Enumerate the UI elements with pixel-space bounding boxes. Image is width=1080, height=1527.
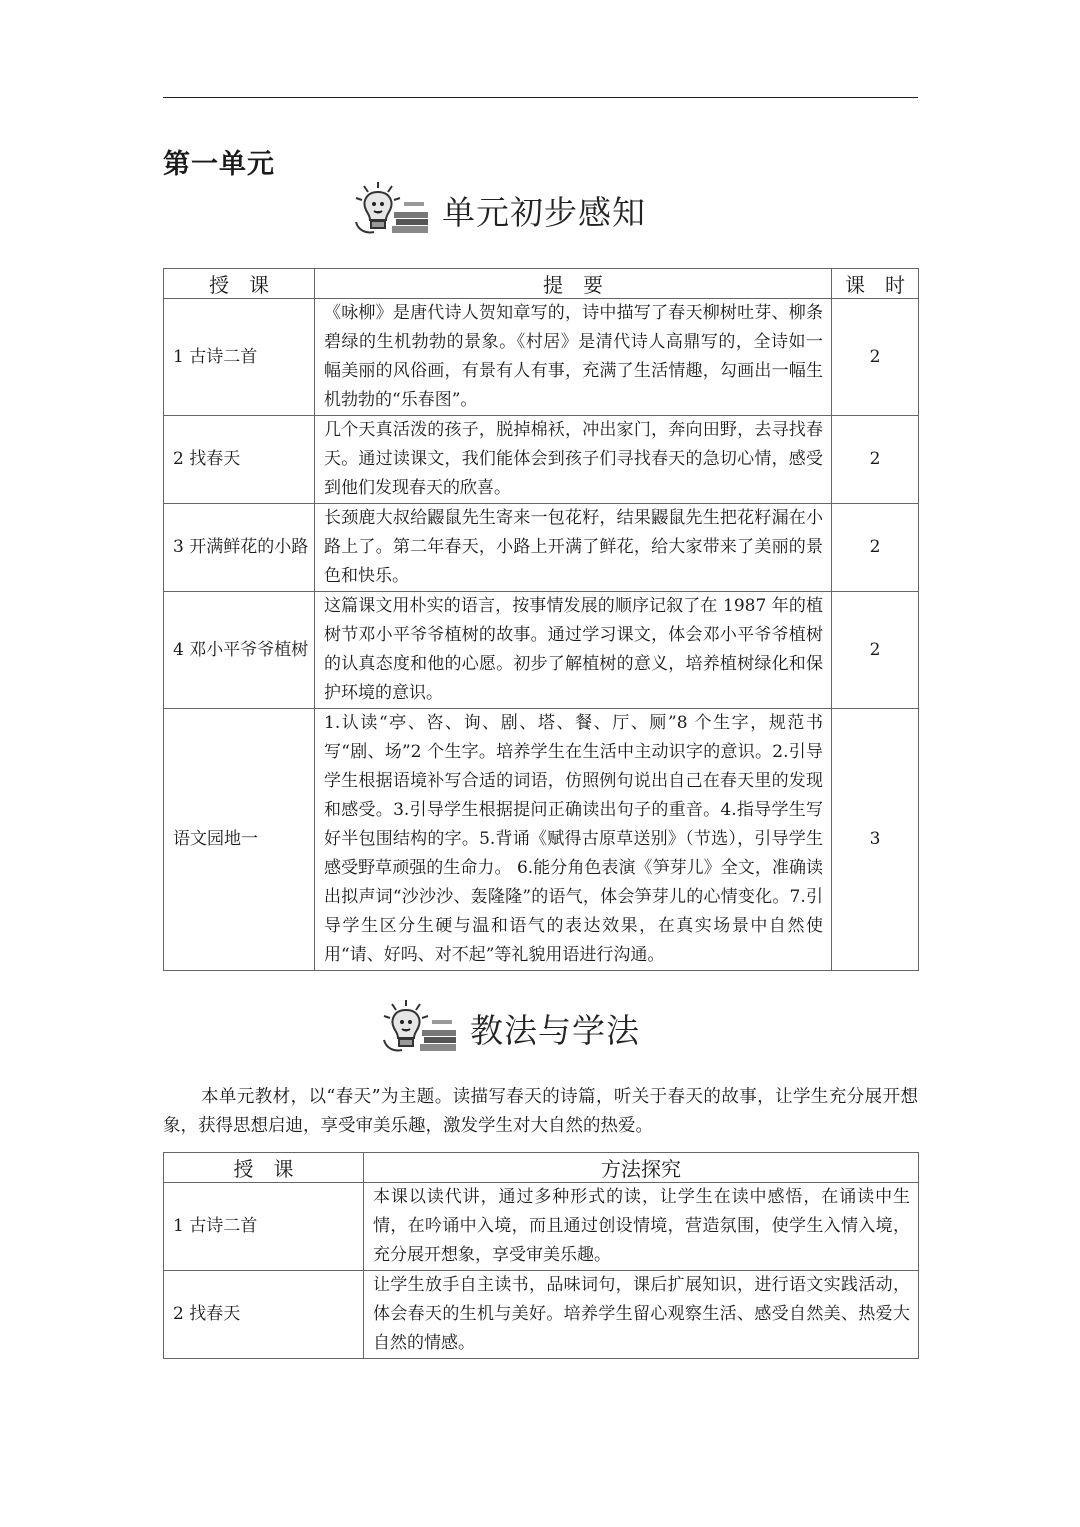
table-header-row bbox=[164, 269, 919, 299]
intro-paragraph: 本单元教材，以“春天”为主题。读描写春天的诗篇，听关于春天的故事，让学生充分展开想象，获得思想启迪，享受审美乐趣，激发学生对大自然的热爱。 bbox=[163, 1086, 918, 1136]
table-row bbox=[164, 504, 919, 592]
header-rule bbox=[163, 97, 918, 98]
hours-cell: 2 bbox=[832, 592, 919, 709]
teaching-method-table bbox=[163, 1152, 919, 1359]
summary-cell: 《咏柳》是唐代诗人贺知章写的，诗中描写了春天柳树吐芽、柳条碧绿的生机勃勃的景象。《村居》是清代诗人高鼎写的，全诗如一幅美丽的风俗画，有景有人有事，充满了生活情趣，勾画出一幅生机勃勃的“乐春图”。 bbox=[315, 299, 832, 416]
column-header-summary: 提 要 bbox=[315, 269, 832, 299]
lesson-cell: 3 开满鲜花的小路 bbox=[164, 504, 315, 592]
lightbulb-books-icon bbox=[348, 182, 432, 238]
column-header-hours: 课 时 bbox=[832, 269, 919, 299]
table-row bbox=[164, 416, 919, 504]
column-header-method: 方法探究 bbox=[364, 1153, 919, 1183]
lesson-cell: 4 邓小平爷爷植树 bbox=[164, 592, 315, 709]
table-row bbox=[164, 592, 919, 709]
table-row bbox=[164, 299, 919, 416]
hours-cell: 2 bbox=[832, 299, 919, 416]
method-cell: 本课以读代讲，通过多种形式的读，让学生在读中感悟，在诵读中生情，在吟诵中入境，而且通过创设情境，营造氛围，使学生入情入境，充分展开想象，享受审美乐趣。 bbox=[364, 1183, 919, 1271]
summary-cell: 几个天真活泼的孩子，脱掉棉袄，冲出家门，奔向田野，去寻找春天。通过读课文，我们能体会到孩子们寻找春天的急切心情，感受到他们发现春天的欣喜。 bbox=[315, 416, 832, 504]
column-header-lesson: 授 课 bbox=[164, 269, 315, 299]
summary-cell: 长颈鹿大叔给鼹鼠先生寄来一包花籽，结果鼹鼠先生把花籽漏在小路上了。第二年春天，小路上开满了鲜花，给大家带来了美丽的景色和快乐。 bbox=[315, 504, 832, 592]
column-header-lesson: 授 课 bbox=[164, 1153, 364, 1183]
section-heading-teaching-methods bbox=[376, 1000, 640, 1056]
summary-cell: 这篇课文用朴实的语言，按事情发展的顺序记叙了在 1987 年的植树节邓小平爷爷植树的故事。通过学习课文，体会邓小平爷爷植树的认真态度和他的心愿。初步了解植树的意义，培养植树绿化和保护环境的意识。 bbox=[315, 592, 832, 709]
lesson-summary-table bbox=[163, 268, 919, 971]
lesson-cell: 1 古诗二首 bbox=[164, 1183, 364, 1271]
lesson-cell: 语文园地一 bbox=[164, 709, 315, 971]
hours-cell: 2 bbox=[832, 504, 919, 592]
lesson-cell: 1 古诗二首 bbox=[164, 299, 315, 416]
table-row bbox=[164, 709, 919, 971]
section-heading-label: 单元初步感知 bbox=[442, 192, 646, 232]
hours-cell: 2 bbox=[832, 416, 919, 504]
lesson-cell: 2 找春天 bbox=[164, 416, 315, 504]
unit-title: 第一单元 bbox=[163, 149, 275, 180]
lightbulb-books-icon bbox=[376, 1000, 460, 1056]
lesson-cell: 2 找春天 bbox=[164, 1271, 364, 1359]
table-row bbox=[164, 1271, 919, 1359]
method-cell: 让学生放手自主读书，品味词句，课后扩展知识，进行语文实践活动，体会春天的生机与美好。培养学生留心观察生活、感受自然美、热爱大自然的情感。 bbox=[364, 1271, 919, 1359]
hours-cell: 3 bbox=[832, 709, 919, 971]
section-heading-unit-overview bbox=[348, 182, 646, 238]
table-row bbox=[164, 1183, 919, 1271]
section-heading-label: 教法与学法 bbox=[470, 1010, 640, 1050]
summary-cell: 1.认读“亭、咨、询、剧、塔、餐、厅、厕”8 个生字，规范书写“剧、场”2 个生字。培养学生在生活中主动识字的意识。2.引导学生根据语境补写合适的词语，仿照例句说出自己在春天里的发现和感受。3.引导学生根据提问正确读出句子的重音。4.指导学生写好半包围结构的字。5.背诵《赋得古原草送别》（节选），引导学生感受野草顽强的生命力。 6.能分角色表演《笋芽儿》全文，准确读出拟声词“沙沙沙、轰隆隆”的语气，体会笋芽儿的心情变化。7.引导学生区分生硬与温和语气的表达效果，在真实场景中自然使用“请、好吗、对不起”等礼貌用语进行沟通。 bbox=[315, 709, 832, 971]
table-header-row bbox=[164, 1153, 919, 1183]
